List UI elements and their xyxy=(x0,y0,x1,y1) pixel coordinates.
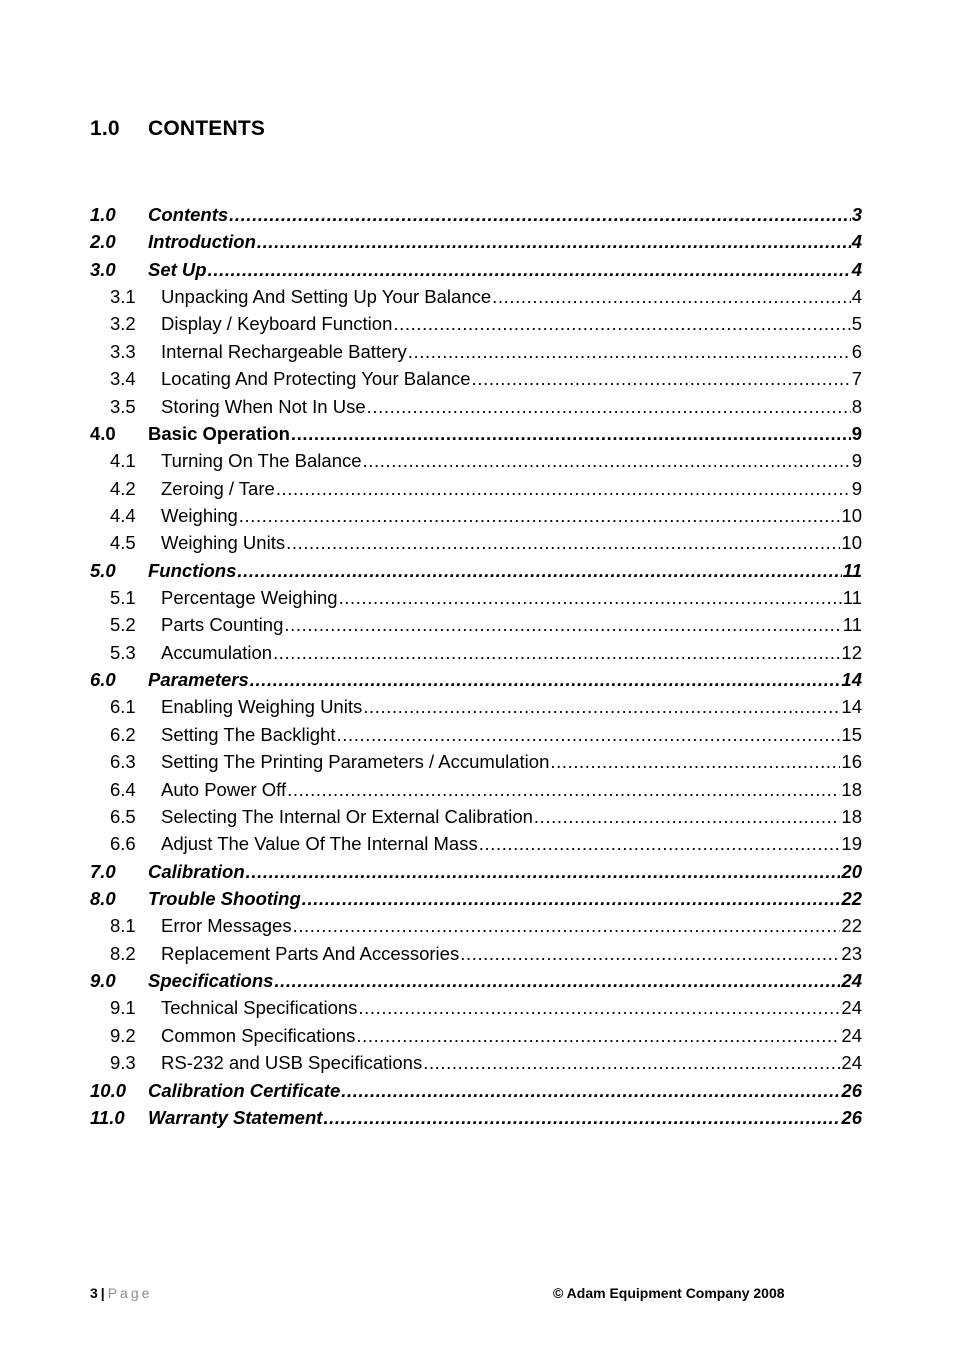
toc-entry-page: 9 xyxy=(851,422,862,444)
toc-entry-page: 3 xyxy=(851,204,862,225)
toc-dot-leader xyxy=(239,502,841,529)
toc-dot-leader xyxy=(339,584,842,611)
toc-entry-page: 18 xyxy=(841,778,862,800)
toc-entry-title: Auto Power Off xyxy=(161,778,287,800)
toc-entry[interactable] xyxy=(90,1022,862,1049)
toc-entry-title: Selecting The Internal Or External Calibration xyxy=(161,805,533,827)
toc-entry-number: 8.1 xyxy=(110,915,136,937)
toc-entry[interactable] xyxy=(90,338,862,365)
toc-entry-page: 22 xyxy=(841,915,862,937)
toc-entry[interactable] xyxy=(90,666,862,693)
toc-dot-leader xyxy=(302,885,841,912)
toc-dot-leader xyxy=(286,529,840,556)
toc-entry-page: 4 xyxy=(851,231,862,253)
toc-dot-leader xyxy=(363,447,851,474)
toc-entry-page: 11 xyxy=(842,614,862,636)
toc-entry-page: 14 xyxy=(841,669,862,691)
toc-dot-leader xyxy=(287,776,840,803)
toc-entry-title: Technical Specifications xyxy=(161,997,358,1019)
toc-entry[interactable] xyxy=(90,693,862,720)
toc-entry[interactable] xyxy=(90,256,862,283)
toc-entry-title: Parts Counting xyxy=(161,614,284,636)
toc-entry-title: Weighing Units xyxy=(161,532,286,554)
toc-dot-leader xyxy=(273,639,840,666)
toc-entry-title: RS-232 and USB Specifications xyxy=(161,1052,423,1074)
toc-entry-title: Contents xyxy=(148,204,229,225)
toc-entry-number: 3.0 xyxy=(90,258,116,280)
toc-entry-page: 24 xyxy=(841,1052,862,1074)
toc-entry-title: Trouble Shooting xyxy=(148,887,301,909)
toc-dot-leader xyxy=(358,994,840,1021)
toc-dot-leader xyxy=(291,420,851,447)
footer-copyright: © Adam Equipment Company 2008 xyxy=(553,1285,785,1301)
toc-dot-leader xyxy=(257,228,851,255)
footer-page-indicator xyxy=(90,1285,152,1301)
toc-entry-page: 5 xyxy=(851,313,862,335)
toc-entry-number: 5.3 xyxy=(110,641,136,663)
toc-entry-page: 26 xyxy=(841,1106,862,1128)
heading-number: 1.0 xyxy=(90,117,120,140)
toc-entry-title: Basic Operation xyxy=(148,422,290,444)
toc-entry[interactable] xyxy=(90,1104,862,1131)
toc-entry-page: 4 xyxy=(851,286,862,308)
toc-entry-page: 22 xyxy=(841,887,862,909)
toc-entry[interactable] xyxy=(90,940,862,967)
toc-entry-number: 1.0 xyxy=(90,204,116,225)
toc-dot-leader xyxy=(250,666,841,693)
toc-entry-page: 24 xyxy=(841,1024,862,1046)
toc-entry-number: 4.1 xyxy=(110,450,136,472)
toc-entry-number: 6.0 xyxy=(90,669,116,691)
toc-entry[interactable] xyxy=(90,393,862,420)
toc-dot-leader xyxy=(276,475,851,502)
toc-entry-number: 11.0 xyxy=(90,1106,125,1128)
toc-entry-number: 3.3 xyxy=(110,340,136,362)
toc-dot-leader xyxy=(492,283,851,310)
toc-entry-number: 3.2 xyxy=(110,313,136,335)
toc-entry[interactable] xyxy=(90,776,862,803)
toc-dot-leader xyxy=(293,912,841,939)
toc-entry-page: 26 xyxy=(841,1079,862,1101)
toc-entry-number: 2.0 xyxy=(90,231,116,253)
toc-entry-number: 6.4 xyxy=(110,778,136,800)
toc-entry[interactable] xyxy=(90,1049,862,1076)
toc-dot-leader xyxy=(284,611,841,638)
toc-entry-page: 20 xyxy=(841,860,862,882)
toc-entry[interactable] xyxy=(90,858,862,885)
toc-entry-title: Introduction xyxy=(148,231,256,253)
toc-entry-number: 6.1 xyxy=(110,696,136,718)
toc-entry-title: Display / Keyboard Function xyxy=(161,313,393,335)
table-of-contents xyxy=(90,201,862,1131)
toc-entry-number: 3.1 xyxy=(110,286,136,308)
toc-entry-title: Turning On The Balance xyxy=(161,450,362,472)
toc-dot-leader xyxy=(237,557,841,584)
toc-dot-leader xyxy=(534,803,841,830)
toc-entry-number: 4.4 xyxy=(110,504,136,526)
toc-entry-title: Weighing xyxy=(161,504,238,526)
toc-entry-title: Calibration Certificate xyxy=(148,1079,341,1101)
toc-entry-number: 5.1 xyxy=(110,587,136,609)
toc-entry[interactable] xyxy=(90,502,862,529)
toc-entry[interactable] xyxy=(90,994,862,1021)
toc-entry-page: 9 xyxy=(851,477,862,499)
toc-entry-page: 10 xyxy=(841,504,862,526)
toc-entry-title: Internal Rechargeable Battery xyxy=(161,340,407,362)
toc-entry[interactable] xyxy=(90,912,862,939)
toc-entry[interactable] xyxy=(90,557,862,584)
toc-entry-page: 4 xyxy=(851,258,862,280)
toc-dot-leader xyxy=(363,693,840,720)
toc-entry-title: Unpacking And Setting Up Your Balance xyxy=(161,286,492,308)
toc-entry-number: 3.4 xyxy=(110,368,136,390)
toc-entry-title: Setting The Backlight xyxy=(161,723,336,745)
footer-separator: | xyxy=(100,1285,105,1301)
page-heading xyxy=(90,117,265,141)
toc-entry[interactable] xyxy=(90,475,862,502)
toc-entry[interactable] xyxy=(90,721,862,748)
toc-entry[interactable] xyxy=(90,611,862,638)
toc-entry-page: 8 xyxy=(851,395,862,417)
toc-entry-title: Common Specifications xyxy=(161,1024,356,1046)
toc-entry-page: 18 xyxy=(841,805,862,827)
toc-entry[interactable] xyxy=(90,885,862,912)
toc-entry[interactable] xyxy=(90,584,862,611)
footer-page-number: 3 xyxy=(90,1285,98,1301)
toc-entry[interactable] xyxy=(90,748,862,775)
toc-entry-number: 6.6 xyxy=(110,833,136,855)
toc-entry-number: 5.2 xyxy=(110,614,136,636)
toc-entry-number: 6.3 xyxy=(110,751,136,773)
toc-entry[interactable] xyxy=(90,228,862,255)
toc-entry-number: 5.0 xyxy=(90,559,116,581)
toc-entry-number: 4.2 xyxy=(110,477,136,499)
toc-dot-leader xyxy=(472,365,851,392)
toc-dot-leader xyxy=(408,338,851,365)
toc-entry-title: Setting The Printing Parameters / Accumulation xyxy=(161,751,550,773)
toc-entry-title: Set Up xyxy=(148,258,207,280)
toc-entry[interactable] xyxy=(90,201,862,228)
toc-entry-title: Calibration xyxy=(148,860,245,882)
toc-entry[interactable] xyxy=(90,529,862,556)
toc-entry-title: Enabling Weighing Units xyxy=(161,696,363,718)
toc-dot-leader xyxy=(423,1049,840,1076)
toc-entry[interactable] xyxy=(90,310,862,337)
toc-entry-page: 24 xyxy=(841,970,862,992)
toc-entry-title: Percentage Weighing xyxy=(161,587,338,609)
toc-dot-leader xyxy=(367,393,851,420)
toc-entry-page: 9 xyxy=(851,450,862,472)
toc-dot-leader xyxy=(550,748,840,775)
toc-entry-page: 16 xyxy=(841,751,862,773)
toc-dot-leader xyxy=(246,858,841,885)
toc-entry-number: 9.2 xyxy=(110,1024,136,1046)
toc-dot-leader xyxy=(274,967,840,994)
toc-entry-number: 6.5 xyxy=(110,805,136,827)
toc-entry-number: 3.5 xyxy=(110,395,136,417)
toc-dot-leader xyxy=(337,721,841,748)
toc-entry-number: 7.0 xyxy=(90,860,116,882)
toc-entry-page: 6 xyxy=(851,340,862,362)
toc-entry-number: 4.5 xyxy=(110,532,136,554)
toc-entry-page: 10 xyxy=(841,532,862,554)
toc-entry-page: 12 xyxy=(841,641,862,663)
toc-entry[interactable] xyxy=(90,803,862,830)
toc-entry-title: Locating And Protecting Your Balance xyxy=(161,368,471,390)
toc-entry[interactable] xyxy=(90,1077,862,1104)
toc-entry-title: Accumulation xyxy=(161,641,273,663)
toc-entry[interactable] xyxy=(90,967,862,994)
toc-entry-page: 19 xyxy=(841,833,862,855)
toc-entry-page: 7 xyxy=(851,368,862,390)
toc-entry[interactable] xyxy=(90,830,862,857)
toc-entry-page: 15 xyxy=(841,723,862,745)
footer-page-word: Page xyxy=(107,1285,153,1301)
toc-entry-title: Replacement Parts And Accessories xyxy=(161,942,460,964)
toc-entry-page: 24 xyxy=(841,997,862,1019)
toc-entry-number: 6.2 xyxy=(110,723,136,745)
toc-entry-title: Adjust The Value Of The Internal Mass xyxy=(161,833,478,855)
toc-dot-leader xyxy=(393,310,850,337)
toc-entry-title: Zeroing / Tare xyxy=(161,477,275,499)
toc-dot-leader xyxy=(229,201,851,228)
toc-entry-number: 10.0 xyxy=(90,1079,127,1101)
toc-entry[interactable] xyxy=(90,447,862,474)
toc-dot-leader xyxy=(356,1022,840,1049)
toc-entry-number: 8.0 xyxy=(90,887,116,909)
toc-dot-leader xyxy=(479,830,841,857)
toc-entry-title: Parameters xyxy=(148,669,249,691)
toc-entry-number: 9.0 xyxy=(90,970,116,992)
toc-entry-title: Functions xyxy=(148,559,237,581)
toc-entry-page: 11 xyxy=(842,559,862,581)
toc-dot-leader xyxy=(460,940,840,967)
toc-entry-number: 4.0 xyxy=(90,422,116,444)
toc-entry[interactable] xyxy=(90,639,862,666)
toc-entry[interactable] xyxy=(90,365,862,392)
toc-entry[interactable] xyxy=(90,420,862,447)
toc-dot-leader xyxy=(208,256,851,283)
toc-entry-number: 9.3 xyxy=(110,1052,136,1074)
toc-entry-page: 14 xyxy=(841,696,862,718)
toc-entry-title: Specifications xyxy=(148,970,274,992)
toc-entry-page: 11 xyxy=(842,587,862,609)
toc-entry-title: Storing When Not In Use xyxy=(161,395,366,417)
toc-entry-number: 9.1 xyxy=(110,997,136,1019)
toc-entry-title: Warranty Statement xyxy=(148,1106,323,1128)
toc-entry-page: 23 xyxy=(841,942,862,964)
toc-entry-title: Error Messages xyxy=(161,915,292,937)
toc-dot-leader xyxy=(323,1104,840,1131)
heading-title: CONTENTS xyxy=(148,117,266,140)
toc-entry[interactable] xyxy=(90,283,862,310)
toc-dot-leader xyxy=(341,1077,840,1104)
toc-entry-number: 8.2 xyxy=(110,942,136,964)
